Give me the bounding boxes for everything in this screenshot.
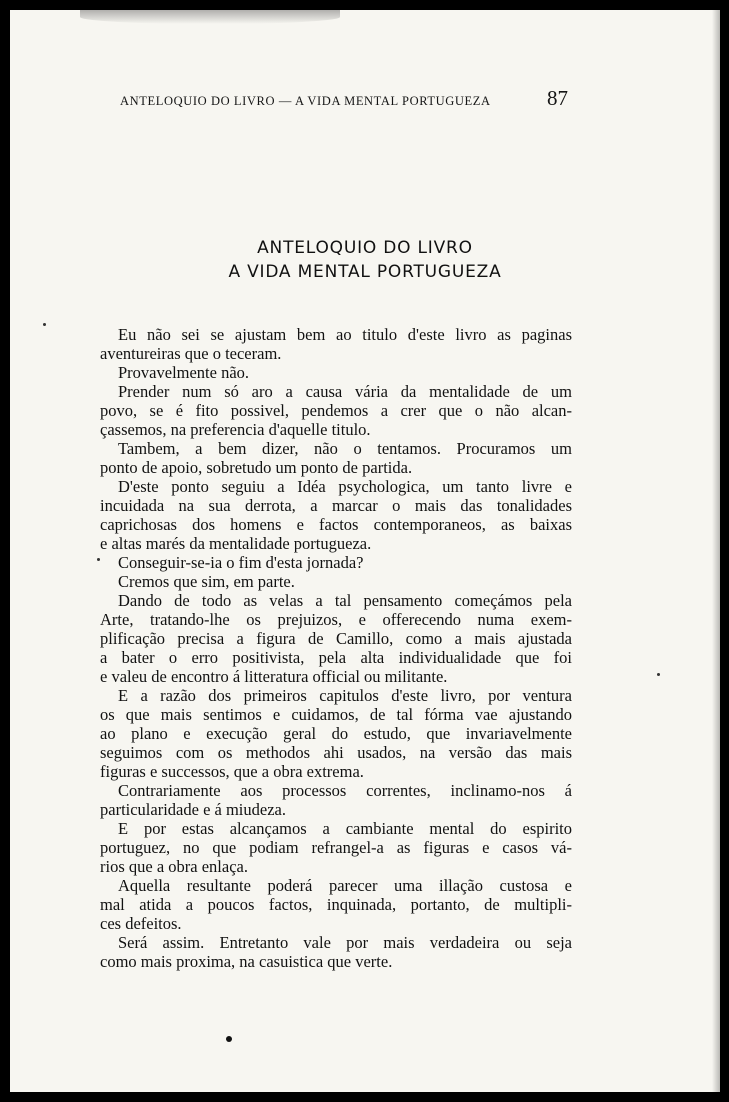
text-line: figuras e successos, que a obra extrema. (100, 762, 364, 781)
text-line: ponto de apoio, sobretudo um ponto de partida. (100, 458, 413, 477)
text-line: Cremos que sim, em parte. (118, 572, 295, 591)
page-number: 87 (547, 86, 568, 110)
text-line: Conseguir-se-ia o fim d'esta jornada? (118, 553, 364, 572)
text-line: Será assim. Entretanto vale por mais verdadeira ou seja (118, 933, 572, 952)
book-page (10, 10, 720, 1092)
text-line: Provavelmente não. (118, 363, 250, 382)
running-header: ANTELOQUIO DO LIVRO — A VIDA MENTAL PORTUGUEZA (120, 94, 491, 108)
text-line: ao plano e execução geral do estudo, que invariavelmente (100, 724, 572, 743)
text-line: E por estas alcançamos a cambiante mental do espirito (118, 819, 572, 838)
text-line: a bater o erro positivista, pela alta individualidade que foi (100, 648, 572, 667)
text-line: caprichosas dos homens e factos contemporaneos, as baixas (100, 515, 572, 534)
ink-dot (226, 1036, 232, 1042)
text-line: povo, se é fito possivel, pendemos a crer que o não alcan- (100, 401, 572, 420)
text-line: aventureiras que o teceram. (100, 344, 282, 363)
chapter-title-line-2: A VIDA MENTAL PORTUGUEZA (228, 262, 502, 282)
text-line: e valeu de encontro á litteratura official ou militante. (100, 667, 448, 686)
text-line: e altas marés da mentalidade portugueza. (100, 534, 372, 553)
text-line: Aquella resultante poderá parecer uma illação custosa e (118, 876, 572, 895)
ink-speck (43, 323, 46, 326)
text-line: ces defeitos. (100, 914, 182, 933)
text-line: Eu não sei se ajustam bem ao titulo d'este livro as paginas (118, 325, 572, 344)
text-line: çassemos, na preferencia d'aquelle titulo. (100, 420, 371, 439)
text-line: D'este ponto seguiu a Idéa psychologica, um tanto livre e (118, 477, 572, 496)
page-edge-shadow (712, 10, 720, 1092)
text-line: os que mais sentimos e cuidamos, de tal fórma vae ajustando (100, 705, 572, 724)
ink-speck (97, 558, 100, 561)
text-line: como mais proxima, na casuistica que verte. (100, 952, 393, 971)
text-line: incuidada na sua derrota, a marcar o mais das tonalidades (100, 496, 572, 515)
text-line: plificação precisa a figura de Camillo, como a mais ajustada (100, 629, 572, 648)
text-line: E a razão dos primeiros capitulos d'este livro, por ventura (118, 686, 572, 705)
text-line: Arte, tratando-lhe os prejuizos, e offerecendo numa exem- (100, 610, 572, 629)
text-line: Prender num só aro a causa vária da mentalidade de um (118, 382, 572, 401)
text-line: particularidade e á miudeza. (100, 800, 286, 819)
ink-speck (657, 673, 660, 676)
text-line: Dando de todo as velas a tal pensamento começámos pela (118, 591, 572, 610)
text-line: mal atida a poucos factos, inquinada, portanto, de multipli- (100, 895, 572, 914)
text-line: seguimos com os methodos ahi usados, na versão das mais (100, 743, 572, 762)
text-line: Tambem, a bem dizer, não o tentamos. Procuramos um (118, 439, 572, 458)
scan-shadow (80, 10, 340, 24)
text-line: Contrariamente aos processos correntes, inclinamo-nos á (118, 781, 572, 800)
text-line: portuguez, no que podiam refrangel-a as figuras e casos vá- (100, 838, 572, 857)
text-line: rios que a obra enlaça. (100, 857, 248, 876)
chapter-title-line-1: ANTELOQUIO DO LIVRO (257, 238, 473, 258)
